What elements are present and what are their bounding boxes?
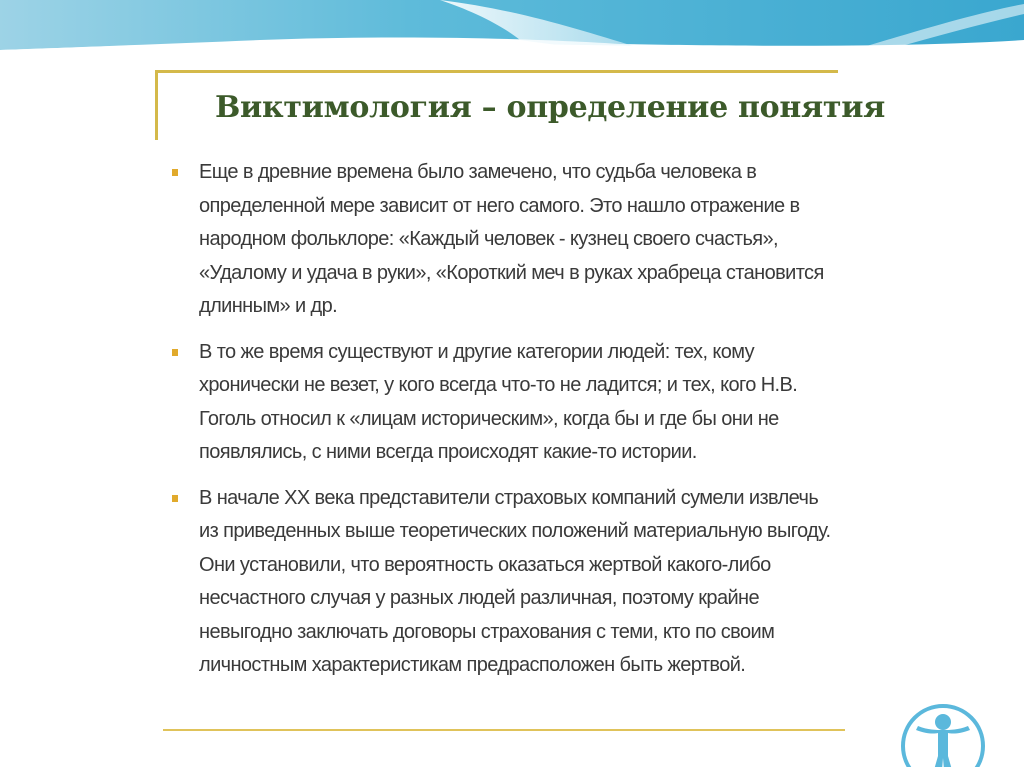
top-gold-rule xyxy=(155,70,838,73)
bullet-text: Еще в древние времена было замечено, что судьба человека в определенной мере зависит от него самого. Это нашло отражение в народном фольклоре: «Каждый человек - кузнец своего счастья», «Удалому и удача в руки», «Короткий меч в руках храбреца становится длинным» и др. xyxy=(199,161,824,317)
bullet-item xyxy=(169,482,841,683)
bullet-text: В начале XX века представители страховых компаний сумели извлечь из приведенных выше теоретических положений материальную выгоду. Они установили, что вероятность оказаться жертвой какого-либо несчастного случая у разных людей различная, поэтому крайне невыгодно заключать договоры страхования с теми, кто по своим личностным характеристикам предрасположен быть жертвой. xyxy=(199,486,831,676)
bullet-item xyxy=(169,336,841,470)
top-wave-banner xyxy=(0,0,1024,60)
bottom-gold-rule xyxy=(163,729,845,731)
bullet-square-icon xyxy=(172,349,178,356)
bullet-text: В то же время существуют и другие категории людей: тех, кому хронически не везет, у кого всегда что-то не ладится; и тех, кого Н.В. Гоголь относил к «лицам историческим», когда бы и где бы они не появлялись, с ними всегда происходят какие-то истории. xyxy=(199,340,798,463)
slide-content xyxy=(155,70,886,740)
bullet-item xyxy=(169,156,841,324)
bullet-list xyxy=(169,156,841,695)
left-gold-rule xyxy=(155,70,158,140)
bullet-square-icon xyxy=(172,169,178,176)
human-figure-logo-icon xyxy=(898,700,988,767)
bullet-square-icon xyxy=(172,495,178,502)
slide-title: Виктимология – определение понятия xyxy=(215,90,886,125)
